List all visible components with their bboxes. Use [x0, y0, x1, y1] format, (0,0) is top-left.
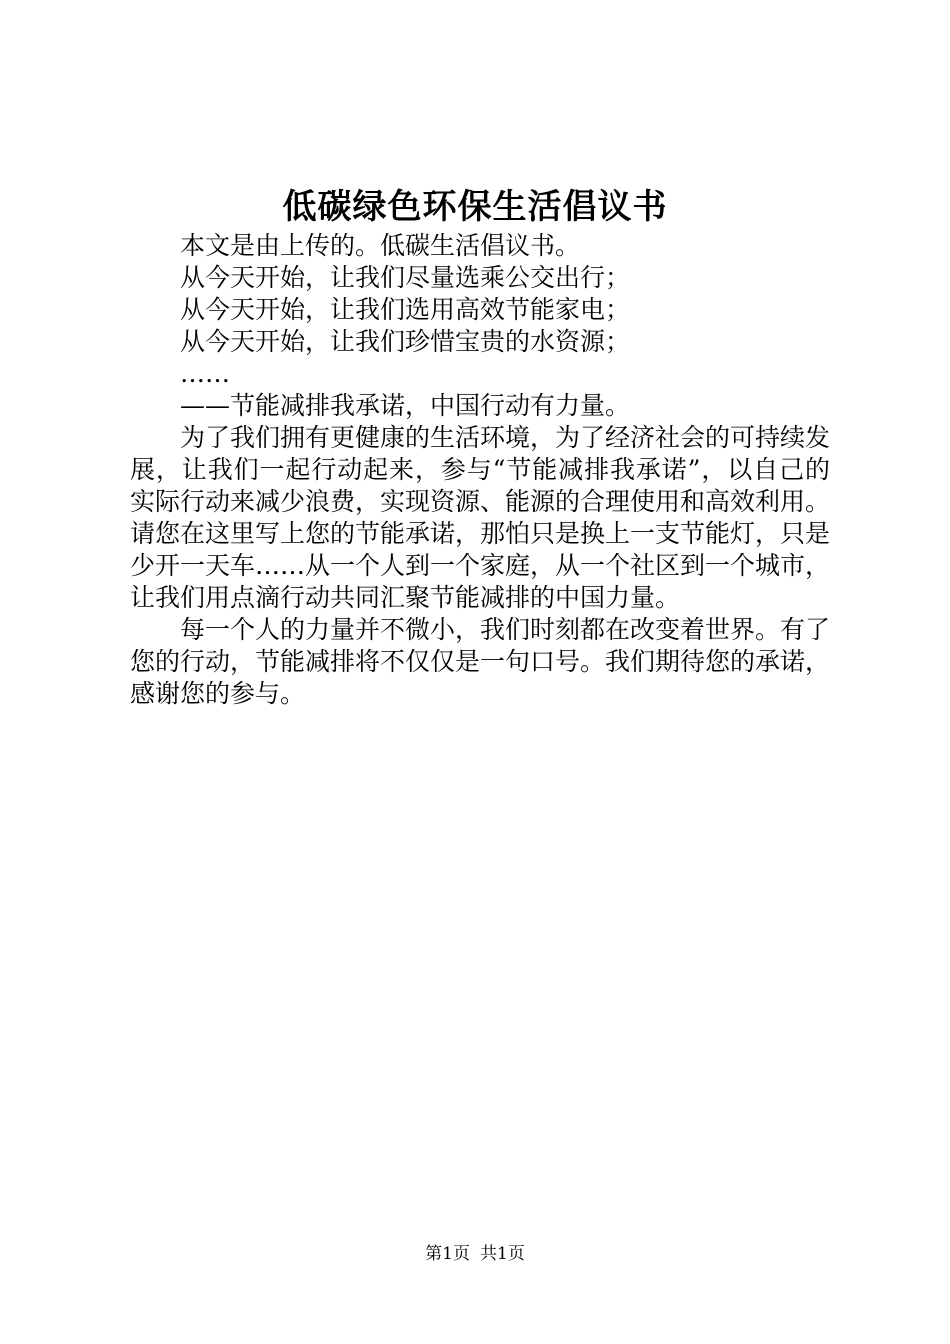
intro-line: 从今天开始，让我们选用高效节能家电； — [180, 295, 631, 324]
total-pages: 共1页 — [480, 1244, 525, 1264]
ellipsis-line: …… — [180, 359, 230, 388]
slogan-line: ——节能减排我承诺，中国行动有力量。 — [180, 391, 631, 420]
intro-line: 本文是由上传的。低碳生活倡议书。 — [180, 231, 581, 260]
intro-line: 从今天开始，让我们珍惜宝贵的水资源； — [180, 327, 631, 356]
intro-line: 从今天开始，让我们尽量选乘公交出行； — [180, 263, 631, 292]
body-paragraph: 为了我们拥有更健康的生活环境，为了经济社会的可持续发展，让我们一起行动起来，参与“节能减排我承诺”，以自己的实际行动来减少浪费，实现资源、能源的合理使用和高效利用。请您在这里写上您的节能承诺，那怕只是换上一支节能灯，只是少开一天车……从一个人到一个家庭，从一个社区到一个城市，让我们用点滴行动共同汇聚节能减排的中国力量。 — [130, 423, 831, 612]
page-number: 第1页 — [425, 1244, 470, 1264]
document-body — [130, 230, 830, 710]
page-footer — [0, 1240, 950, 1268]
document-title: 低碳绿色环保生活倡议书 — [282, 187, 668, 227]
body-paragraph: 每一个人的力量并不微小，我们时刻都在改变着世界。有了您的行动，节能减排将不仅仅是一句口号。我们期待您的承诺，感谢您的参与。 — [130, 615, 831, 708]
